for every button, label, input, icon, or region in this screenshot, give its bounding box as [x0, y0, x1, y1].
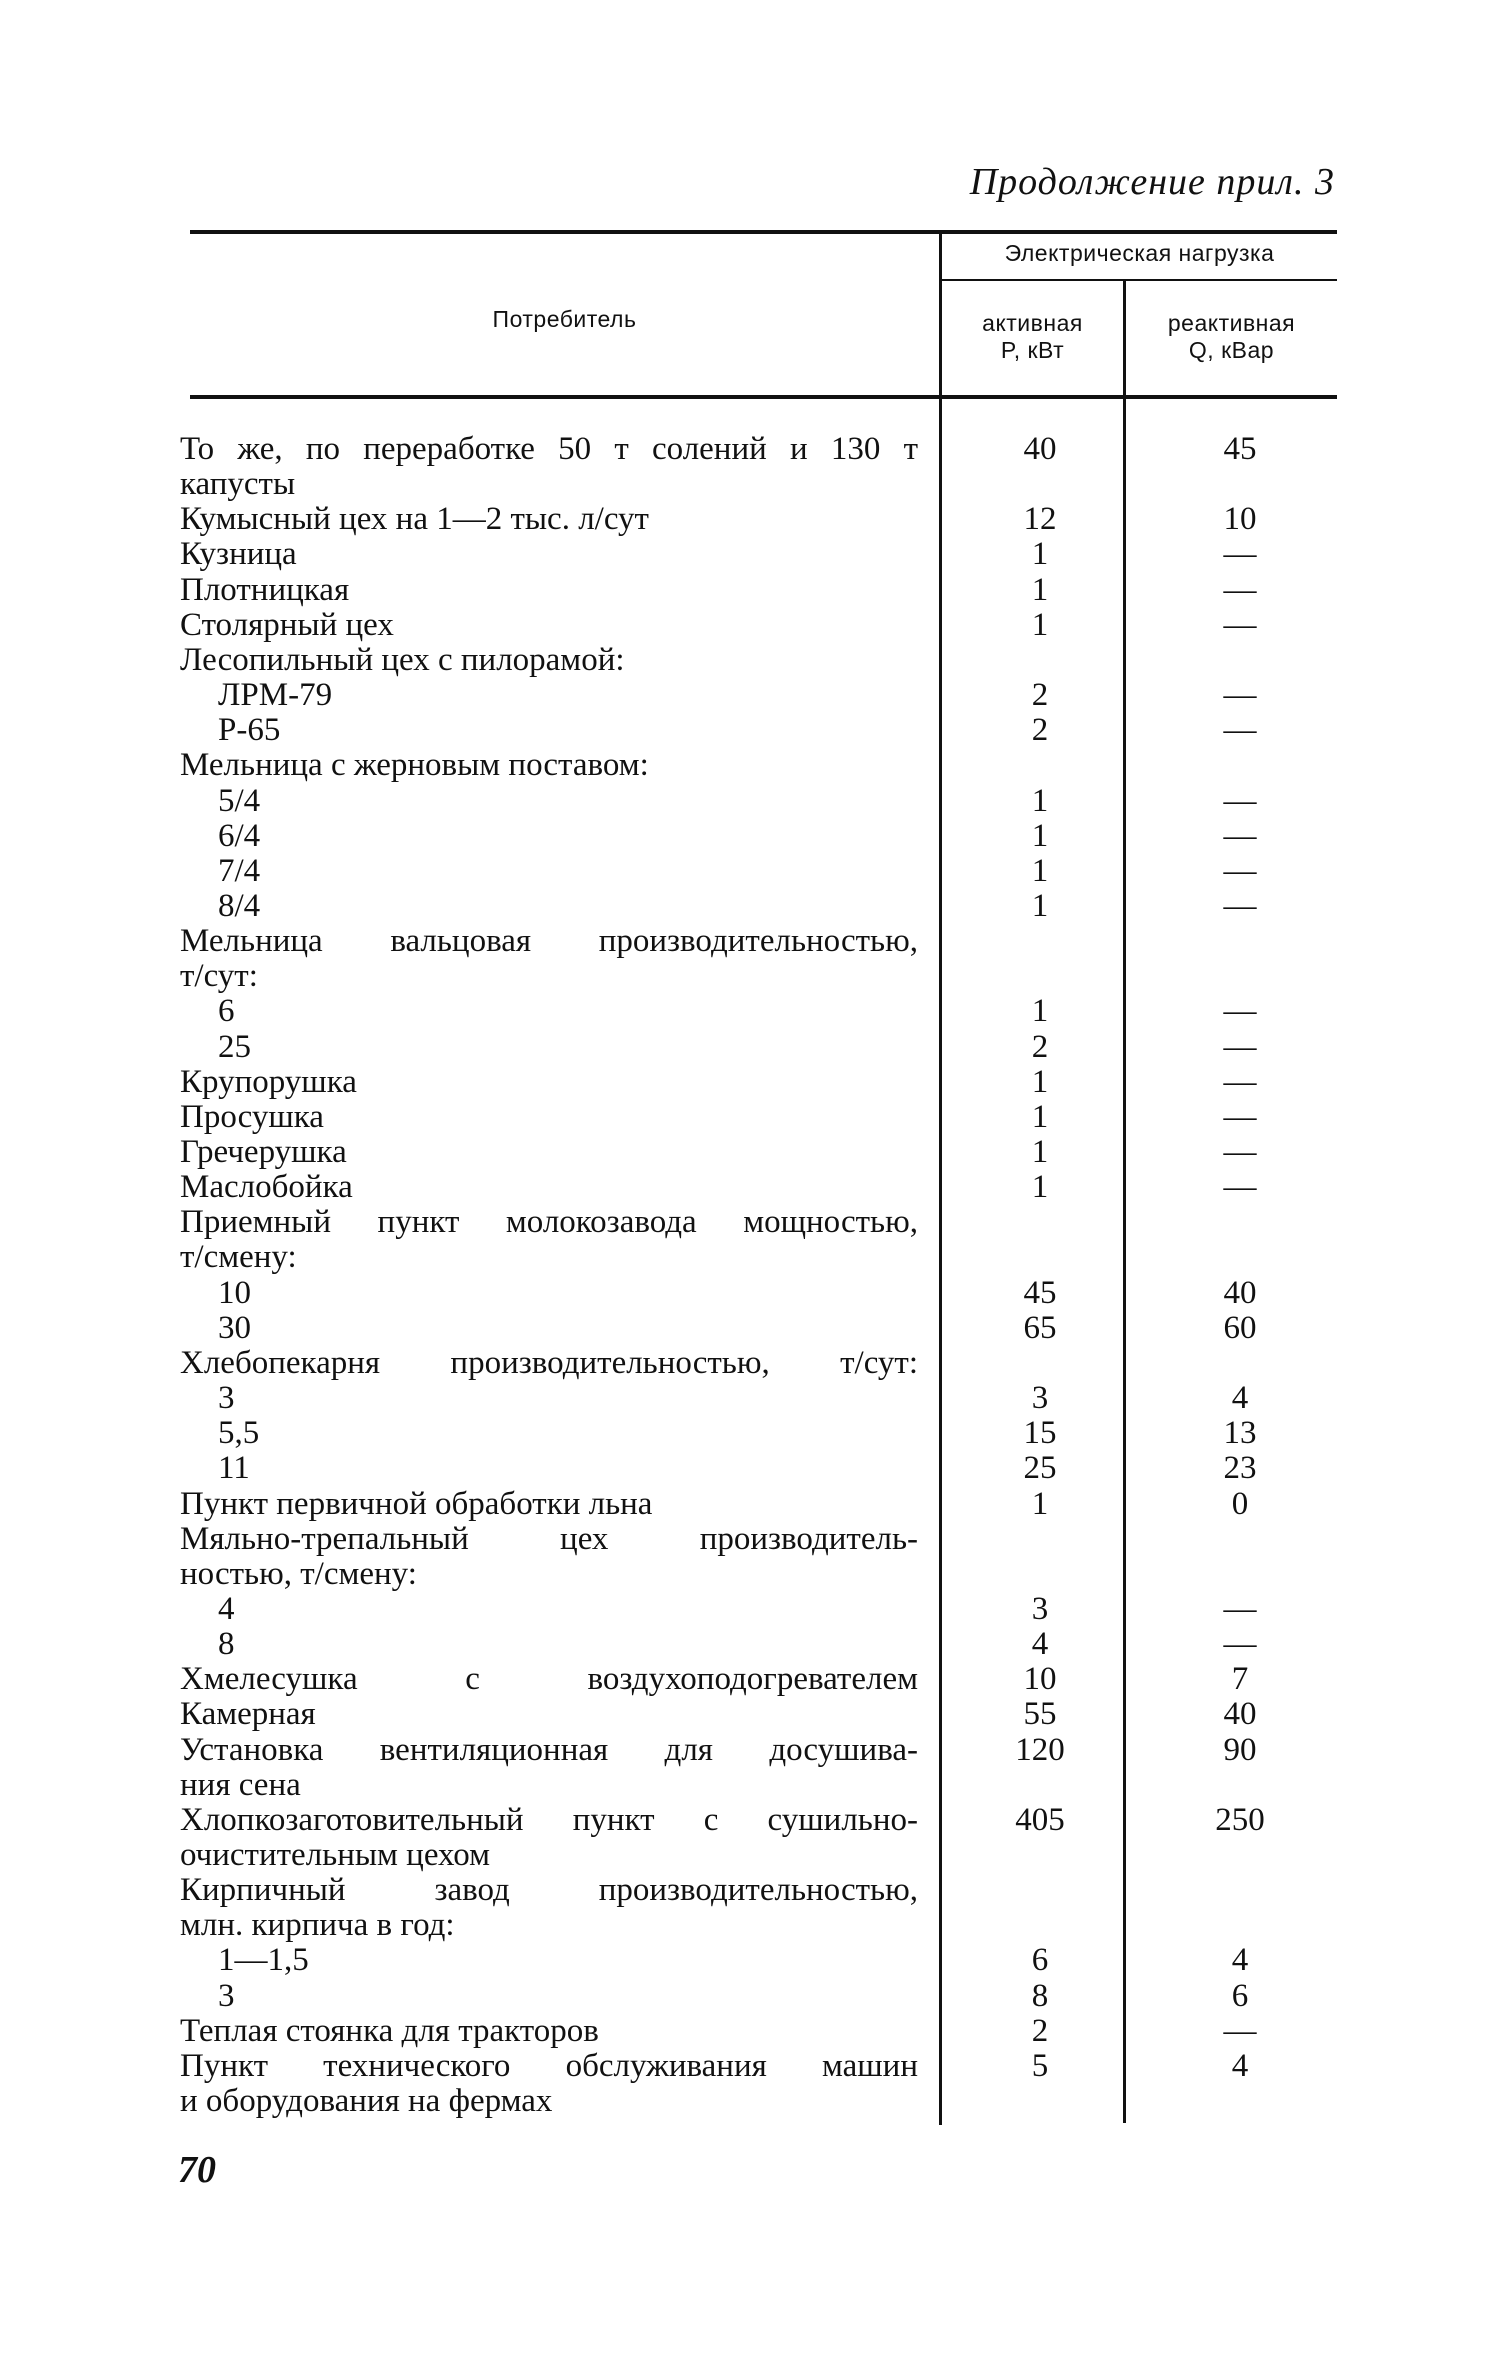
- table-row: [0, 1522, 1500, 1557]
- consumer-name: Столярный цех: [180, 606, 394, 643]
- consumer-name: Мяльно-трепальный цех производитель-: [180, 1520, 918, 1557]
- active-power-cell: 1: [1031, 887, 1049, 924]
- consumer-name: Лесопильный цех с пилорамой:: [180, 641, 625, 678]
- consumer-name: 3: [218, 1977, 235, 2014]
- active-power-cell: 1: [1031, 536, 1049, 573]
- active-power-cell: 1: [1031, 1134, 1049, 1170]
- header-reactive-line2: Q, кВар: [1188, 337, 1275, 363]
- consumer-name: Хлопкозаготовительный пункт с сушильно-: [180, 1801, 918, 1838]
- consumer-name: То же, по переработке 50 т солений и 130 т: [180, 431, 918, 467]
- table-row: [0, 573, 1500, 608]
- active-power-cell: 6: [1031, 1942, 1049, 1979]
- consumer-name: ностью, т/смену:: [180, 1555, 417, 1592]
- consumer-name: Крупорушка: [180, 1063, 357, 1100]
- consumer-name: 8: [218, 1626, 235, 1663]
- table-row: [0, 1487, 1500, 1522]
- consumer-name: Теплая стоянка для тракторов: [180, 2012, 599, 2049]
- consumer-name: Просушка: [180, 1098, 324, 1135]
- load-header-rule: [940, 279, 1337, 281]
- reactive-power-cell: 23: [1223, 1450, 1257, 1487]
- reactive-power-cell: —: [1223, 887, 1257, 924]
- active-power-cell: 1: [1031, 817, 1049, 854]
- reactive-power-cell: 10: [1223, 501, 1257, 538]
- table-row: [0, 1557, 1500, 1592]
- consumer-name: Камерная: [180, 1696, 316, 1733]
- reactive-power-cell: 13: [1223, 1415, 1257, 1452]
- reactive-power-cell: 4: [1231, 1942, 1249, 1979]
- reactive-power-cell: —: [1223, 1098, 1257, 1135]
- active-power-cell: 10: [1023, 1661, 1057, 1698]
- table-row: [0, 1381, 1500, 1416]
- consumer-name: очистительным цехом: [180, 1837, 491, 1873]
- reactive-power-cell: —: [1223, 571, 1257, 608]
- consumer-name: 30: [218, 1309, 251, 1346]
- table-row: [0, 1205, 1500, 1240]
- table-row: [0, 1065, 1500, 1100]
- table-row: [0, 2084, 1500, 2119]
- table-row: [0, 1135, 1500, 1170]
- table-row: [0, 537, 1500, 572]
- table-row: [0, 784, 1500, 819]
- active-power-cell: 4: [1031, 1626, 1049, 1663]
- table-row: [0, 1697, 1500, 1732]
- header-active-line1: активная: [982, 310, 1083, 336]
- consumer-name: 6/4: [218, 817, 261, 854]
- active-power-cell: 8: [1031, 1977, 1049, 2014]
- active-power-cell: 1: [1031, 1098, 1049, 1135]
- consumer-name: Кумысный цех на 1—2 тыс. л/сут: [180, 501, 649, 538]
- active-power-cell: 405: [1015, 1801, 1065, 1838]
- consumer-name: 1—1,5: [218, 1942, 309, 1979]
- table-row: [0, 1276, 1500, 1311]
- table-row: [0, 678, 1500, 713]
- consumer-name: 6: [218, 993, 235, 1030]
- consumer-name: и оборудования на фермах: [180, 2083, 553, 2120]
- active-power-cell: 1: [1031, 606, 1049, 643]
- reactive-power-cell: 0: [1231, 1485, 1249, 1522]
- reactive-power-cell: —: [1223, 1063, 1257, 1100]
- table-row: [0, 1170, 1500, 1205]
- consumer-name: Маслобойка: [180, 1169, 353, 1206]
- reactive-power-cell: —: [1223, 1028, 1257, 1065]
- reactive-power-cell: —: [1223, 1626, 1257, 1663]
- table-row: [0, 713, 1500, 748]
- reactive-power-cell: 45: [1223, 431, 1257, 467]
- reactive-power-cell: —: [1223, 677, 1257, 714]
- table-row: [0, 432, 1500, 467]
- reactive-power-cell: —: [1223, 712, 1257, 749]
- consumer-name: Пункт первичной обработки льна: [180, 1485, 653, 1522]
- reactive-power-cell: 250: [1215, 1801, 1265, 1838]
- consumer-name: Хмелесушка с воздухоподогревателем: [180, 1661, 918, 1698]
- consumer-name: 25: [218, 1028, 251, 1065]
- active-power-cell: 55: [1023, 1696, 1057, 1733]
- table-row: [0, 1592, 1500, 1627]
- header-reactive-line1: реактивная: [1167, 310, 1296, 336]
- consumer-name: Приемный пункт молокозавода мощностью,: [180, 1204, 918, 1241]
- consumer-name: 7/4: [218, 852, 261, 889]
- consumer-name: т/сут:: [180, 958, 258, 995]
- active-power-cell: 120: [1015, 1731, 1065, 1768]
- active-power-cell: 45: [1023, 1274, 1057, 1311]
- table-row: [0, 608, 1500, 643]
- reactive-power-cell: 40: [1223, 1696, 1257, 1733]
- reactive-power-cell: —: [1223, 782, 1257, 819]
- active-power-cell: 3: [1031, 1590, 1049, 1627]
- reactive-power-cell: —: [1223, 1590, 1257, 1627]
- table-row: [0, 1416, 1500, 1451]
- consumer-name: Р-65: [218, 712, 281, 749]
- active-power-cell: 40: [1023, 431, 1057, 467]
- consumer-name: Пункт технического обслуживания машин: [180, 2047, 918, 2084]
- active-power-cell: 15: [1023, 1415, 1057, 1452]
- reactive-power-cell: 40: [1223, 1274, 1257, 1311]
- consumer-name: ния сена: [180, 1766, 301, 1803]
- table-top-rule: [190, 230, 1337, 234]
- table-row: [0, 1662, 1500, 1697]
- consumer-name: Установка вентиляционная для досушива-: [180, 1731, 918, 1768]
- continuation-caption: Продолжение прил. 3: [969, 161, 1335, 203]
- reactive-power-cell: —: [1223, 2012, 1257, 2049]
- consumer-name: Гречерушка: [180, 1134, 347, 1170]
- table-row: [0, 643, 1500, 678]
- table-row: [0, 1100, 1500, 1135]
- consumer-name: 3: [218, 1380, 235, 1417]
- active-power-cell: 1: [1031, 852, 1049, 889]
- table-row: [0, 1943, 1500, 1978]
- active-power-cell: 2: [1031, 712, 1049, 749]
- consumer-name: ЛРМ-79: [218, 677, 333, 714]
- reactive-power-cell: 4: [1231, 2047, 1249, 2084]
- reactive-power-cell: 4: [1231, 1380, 1249, 1417]
- reactive-power-cell: —: [1223, 1134, 1257, 1170]
- table-row: [0, 1733, 1500, 1768]
- active-power-cell: 1: [1031, 1169, 1049, 1206]
- table-row: [0, 1979, 1500, 2014]
- reactive-power-cell: —: [1223, 536, 1257, 573]
- reactive-power-cell: 60: [1223, 1309, 1257, 1346]
- consumer-name: Плотницкая: [180, 571, 350, 608]
- table-row: [0, 1908, 1500, 1943]
- table-row: [0, 959, 1500, 994]
- active-power-cell: 2: [1031, 1028, 1049, 1065]
- table-row: [0, 924, 1500, 959]
- header-active-line2: P, кВт: [1000, 337, 1065, 363]
- consumer-name: 5/4: [218, 782, 261, 819]
- table-row: [0, 502, 1500, 537]
- table-row: [0, 1030, 1500, 1065]
- active-power-cell: 1: [1031, 782, 1049, 819]
- consumer-name: 8/4: [218, 887, 261, 924]
- active-power-cell: 1: [1031, 993, 1049, 1030]
- consumer-name: 5,5: [218, 1415, 260, 1452]
- reactive-power-cell: —: [1223, 1169, 1257, 1206]
- reactive-power-cell: 90: [1223, 1731, 1257, 1768]
- active-power-cell: 2: [1031, 677, 1049, 714]
- active-power-cell: 1: [1031, 1063, 1049, 1100]
- consumer-name: т/смену:: [180, 1239, 297, 1276]
- reactive-power-cell: 6: [1231, 1977, 1249, 2014]
- active-power-cell: 2: [1031, 2012, 1049, 2049]
- consumer-name: капусты: [180, 466, 296, 503]
- reactive-power-cell: —: [1223, 852, 1257, 889]
- table-row: [0, 2014, 1500, 2049]
- active-power-cell: 1: [1031, 571, 1049, 608]
- consumer-name: млн. кирпича в год:: [180, 1907, 455, 1944]
- table-row: [0, 1768, 1500, 1803]
- consumer-name: 11: [218, 1450, 250, 1487]
- table-row: [0, 1311, 1500, 1346]
- table-row: [0, 467, 1500, 502]
- active-power-cell: 65: [1023, 1309, 1057, 1346]
- consumer-name: 10: [218, 1274, 251, 1311]
- reactive-power-cell: —: [1223, 993, 1257, 1030]
- active-power-cell: 1: [1031, 1485, 1049, 1522]
- consumer-name: Кузница: [180, 536, 297, 573]
- active-power-cell: 5: [1031, 2047, 1049, 2084]
- page-number: 70: [178, 2149, 216, 2191]
- table-row: [0, 1627, 1500, 1662]
- consumer-name: Кирпичный завод производительностью,: [180, 1872, 918, 1909]
- header-bottom-rule: [190, 395, 1337, 399]
- reactive-power-cell: —: [1223, 817, 1257, 854]
- consumer-name: Мельница вальцовая производительностью,: [180, 923, 918, 960]
- table-row: [0, 2049, 1500, 2084]
- table-row: [0, 1451, 1500, 1486]
- table-row: [0, 748, 1500, 783]
- active-power-cell: 3: [1031, 1380, 1049, 1417]
- table-row: [0, 854, 1500, 889]
- active-power-cell: 25: [1023, 1450, 1057, 1487]
- table-row: [0, 819, 1500, 854]
- table-row: [0, 1803, 1500, 1838]
- table-row: [0, 994, 1500, 1029]
- consumer-name: 4: [218, 1590, 235, 1627]
- consumer-name: Хлебопекарня производительностью, т/сут:: [180, 1344, 918, 1381]
- table-row: [0, 1240, 1500, 1275]
- table-row: [0, 1346, 1500, 1381]
- table-row: [0, 889, 1500, 924]
- header-consumer: Потребитель: [492, 306, 637, 332]
- table-row: [0, 1873, 1500, 1908]
- table-row: [0, 1838, 1500, 1873]
- reactive-power-cell: —: [1223, 606, 1257, 643]
- consumer-name: Мельница с жерновым поставом:: [180, 747, 649, 784]
- active-power-cell: 12: [1023, 501, 1057, 538]
- header-electric-load: Электрическая нагрузка: [1004, 240, 1275, 266]
- reactive-power-cell: 7: [1231, 1661, 1249, 1698]
